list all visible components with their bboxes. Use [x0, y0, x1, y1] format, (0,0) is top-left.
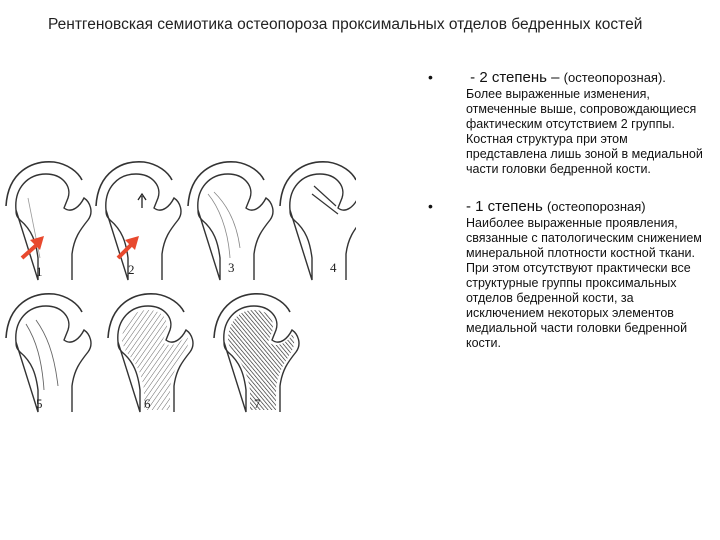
slide-title: Рентгеновская семиотика остеопороза проксимальных отделов бедренных костей	[48, 16, 643, 33]
bullet-marker: •	[428, 69, 433, 85]
femur-stage-6	[108, 294, 193, 412]
bullet-heading	[466, 198, 646, 215]
figure-label-7: 7	[254, 396, 261, 411]
bullet-item-stage-2	[428, 68, 712, 177]
figure-label-6: 6	[144, 396, 151, 411]
femur-stage-2	[96, 162, 181, 280]
figure-label-3: 3	[228, 260, 235, 275]
femur-stage-1	[6, 162, 91, 280]
figure-label-1: 1	[36, 264, 43, 279]
bullet-text: Более выраженные изменения, отмеченные выше, сопровождающиеся фактическим отсутствием 2 группы. Костная структура при этом представлена лишь зоной в медиальной части головки бедренной кости.	[466, 87, 703, 176]
bullet-prefix: -	[466, 198, 476, 215]
femur-stage-4	[280, 162, 356, 280]
bullet-paren: (остеопорозная).	[563, 70, 666, 85]
femur-stage-5	[6, 294, 91, 412]
bullet-heading-text: 2 степень –	[479, 69, 564, 86]
figure-label-2: 2	[128, 262, 135, 277]
femur-figure-svg	[0, 150, 356, 420]
femur-figure	[0, 150, 356, 420]
figure-label-5: 5	[36, 396, 43, 411]
bullet-prefix: -	[466, 69, 480, 86]
figure-label-4: 4	[330, 260, 337, 275]
bullet-heading-text: 1 степень	[475, 198, 547, 215]
bullet-heading	[466, 69, 666, 86]
bullet-paren: (остеопорозная)	[546, 199, 646, 214]
bullet-text: Наиболее выраженные проявления, связанные с патологическим снижением минеральной плотности костной ткани. При этом отсутствуют практически все структурные группы проксимальных отделов бедренной кости, за исключением некоторых элементов медиальной части головки бедренной кости.	[466, 216, 702, 350]
femur-stage-7	[214, 294, 299, 412]
bullet-marker: •	[428, 198, 433, 214]
bullet-item-stage-1	[428, 197, 712, 351]
bullet-list	[428, 68, 712, 351]
